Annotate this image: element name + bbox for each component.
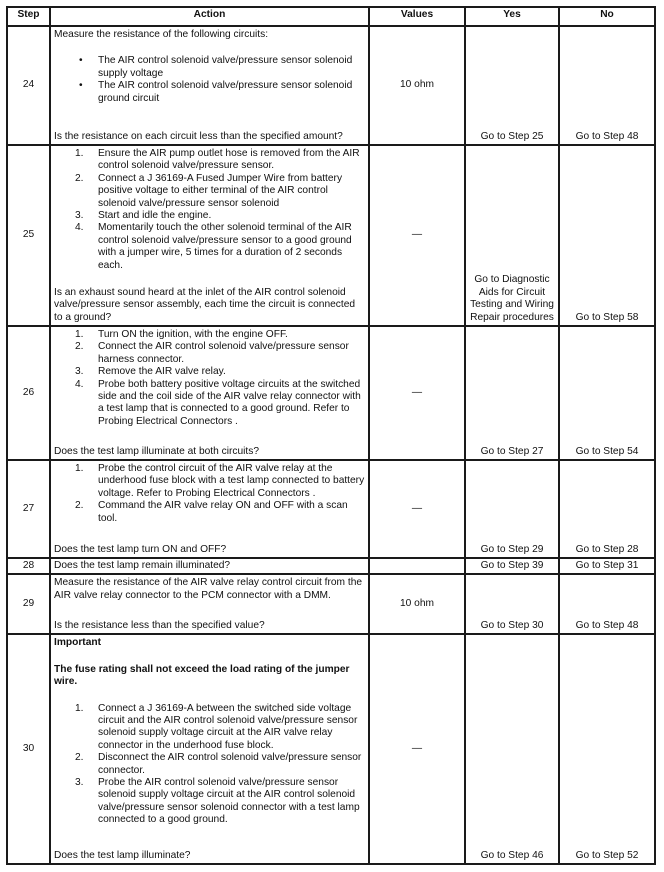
diagnostic-document <box>6 6 656 865</box>
table-row-step-30 <box>7 634 655 864</box>
step-number: 29 <box>7 574 50 634</box>
values-cell: — <box>369 145 465 326</box>
no-link[interactable]: Go to Step 28 <box>559 460 655 558</box>
yes-link[interactable]: Go to Step 46 <box>465 634 559 864</box>
list-item: 2. Connect the AIR control solenoid valve/pressure sensor harness connector. <box>75 341 349 365</box>
header-yes: Yes <box>465 7 559 26</box>
action-question: Is an exhaust sound heard at the inlet of the AIR control solenoid valve/pressure sensor assembly, each time the circuit is connected to a ground? <box>54 286 356 323</box>
action-question: Is the resistance on each circuit less than the specified amount? <box>54 130 343 142</box>
no-link[interactable]: Go to Step 54 <box>559 326 655 460</box>
no-link[interactable]: Go to Step 52 <box>559 634 655 864</box>
step-number: 28 <box>7 558 50 574</box>
table-row-step-28 <box>7 558 655 574</box>
step-number: 24 <box>7 26 50 145</box>
numbered-list <box>54 463 365 525</box>
header-no: No <box>559 7 655 26</box>
list-item: • The AIR control solenoid valve/pressure sensor solenoid supply voltage <box>79 55 353 79</box>
list-item: • The AIR control solenoid valve/pressure sensor solenoid ground circuit <box>79 80 353 104</box>
values-cell: — <box>369 460 465 558</box>
numbered-list <box>54 703 365 827</box>
action-question: Does the test lamp remain illuminated? <box>54 560 231 571</box>
table-row-step-26 <box>7 326 655 460</box>
list-item: 2. Command the AIR valve relay ON and OFF with a scan tool. <box>75 500 348 524</box>
action-intro: Measure the resistance of the following circuits: <box>54 29 269 40</box>
table-row-step-25 <box>7 145 655 326</box>
action-cell <box>50 460 369 558</box>
list-item: 3. Start and idle the engine. <box>75 210 212 222</box>
yes-link[interactable]: Go to Diagnostic Aids for Circuit Testing and Wiring Repair procedures <box>465 145 559 326</box>
header-action: Action <box>50 7 369 26</box>
yes-link[interactable]: Go to Step 30 <box>465 574 559 634</box>
step-number: 30 <box>7 634 50 864</box>
yes-link[interactable]: Go to Step 39 <box>465 558 559 574</box>
header-values: Values <box>369 7 465 26</box>
important-title: Important <box>54 637 101 649</box>
list-item: 1. Connect a J 36169-A between the switched side voltage circuit and the AIR control solenoid valve/pressure sensor solenoid supply voltage circuit at the AIR valve relay connector in the underhood fuse block. <box>75 702 358 751</box>
important-note: The fuse rating shall not exceed the load rating of the jumper wire. <box>54 663 350 688</box>
table-header-row <box>7 7 655 26</box>
list-item: 4. Momentarily touch the other solenoid terminal of the AIR control solenoid valve/pressure sensor to a good ground with a jumper wire, 5 times for a duration of 2 seconds each. <box>75 222 352 271</box>
no-link[interactable]: Go to Step 31 <box>559 558 655 574</box>
list-item: 1. Ensure the AIR pump outlet hose is removed from the AIR control solenoid valve/pressure sensor. <box>75 148 360 172</box>
action-intro: Measure the resistance of the AIR valve relay control circuit from the AIR valve relay connector to the PCM connector with a DMM. <box>54 577 363 601</box>
yes-link[interactable]: Go to Step 27 <box>465 326 559 460</box>
action-cell <box>50 574 369 634</box>
list-item: 2. Connect a J 36169-A Fused Jumper Wire from battery positive voltage to either terminal of the AIR control solenoid valve/pressure sensor solenoid <box>75 172 343 209</box>
yes-link[interactable]: Go to Step 29 <box>465 460 559 558</box>
action-question: Is the resistance less than the specified value? <box>54 620 265 631</box>
list-item: 2. Disconnect the AIR control solenoid valve/pressure sensor connector. <box>75 752 362 776</box>
list-item: 3. Remove the AIR valve relay. <box>75 366 226 378</box>
action-cell <box>50 26 369 145</box>
bullet-icon: • <box>79 55 83 67</box>
table-row-step-29 <box>7 574 655 634</box>
step-number: 27 <box>7 460 50 558</box>
action-cell <box>50 558 369 574</box>
action-cell <box>50 145 369 326</box>
action-question: Does the test lamp illuminate? <box>54 850 191 861</box>
action-question: Does the test lamp illuminate at both circuits? <box>54 445 259 457</box>
values-cell: — <box>369 634 465 864</box>
list-item: 3. Probe the AIR control solenoid valve/pressure sensor solenoid supply voltage circuit at the AIR control solenoid valve/pressure sensor solenoid connector with a test lamp connected to a good ground. <box>75 777 360 826</box>
action-question: Does the test lamp turn ON and OFF? <box>54 543 227 555</box>
table-row-step-27 <box>7 460 655 558</box>
values-cell <box>369 558 465 574</box>
no-link[interactable]: Go to Step 48 <box>559 574 655 634</box>
yes-link[interactable]: Go to Step 25 <box>465 26 559 145</box>
no-link[interactable]: Go to Step 58 <box>559 145 655 326</box>
table-row-step-24 <box>7 26 655 145</box>
bullet-icon: • <box>79 80 83 92</box>
header-step: Step <box>7 7 50 26</box>
numbered-list <box>54 148 365 272</box>
step-number: 25 <box>7 145 50 326</box>
bullet-list <box>54 55 365 105</box>
values-cell: — <box>369 326 465 460</box>
diagnostic-table <box>6 6 656 865</box>
values-cell: 10 ohm <box>369 574 465 634</box>
list-item: 1. Turn ON the ignition, with the engine OFF. <box>75 329 288 340</box>
action-cell <box>50 634 369 864</box>
list-item: 4. Probe both battery positive voltage circuits at the switched side and the coil side of the AIR valve relay connector with a test lamp that is connected to a good ground. Refer to Probing Electrical Connectors . <box>75 378 361 427</box>
step-number: 26 <box>7 326 50 460</box>
action-cell <box>50 326 369 460</box>
list-item: 1. Probe the control circuit of the AIR valve relay at the underhood fuse block with a test lamp connected to battery voltage. Refer to Probing Electrical Connectors . <box>75 463 365 499</box>
numbered-list <box>54 329 365 428</box>
no-link[interactable]: Go to Step 48 <box>559 26 655 145</box>
values-cell: 10 ohm <box>369 26 465 145</box>
